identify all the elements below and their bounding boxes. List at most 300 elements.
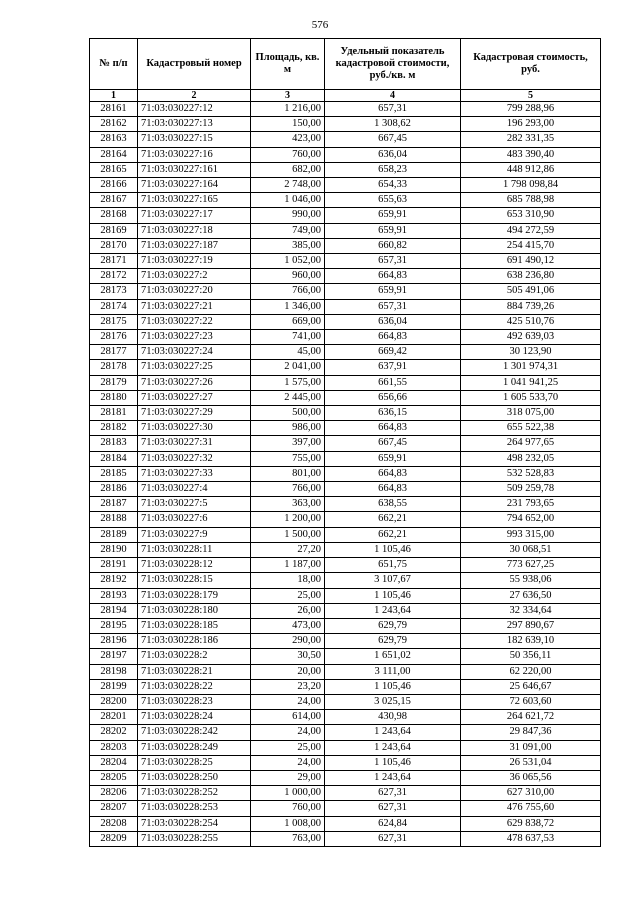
area-cell: 18,00 — [251, 573, 325, 588]
row-number-cell: 28193 — [90, 588, 138, 603]
unit-value-cell: 430,98 — [325, 710, 461, 725]
cadastral-number-cell: 71:03:030227:4 — [138, 482, 251, 497]
table-row — [90, 694, 601, 709]
table-row — [90, 786, 601, 801]
table-row — [90, 634, 601, 649]
table-row — [90, 497, 601, 512]
cadastral-value-cell: 799 288,96 — [461, 102, 601, 117]
area-cell: 23,20 — [251, 679, 325, 694]
row-number-cell: 28208 — [90, 816, 138, 831]
cadastral-value-cell: 31 091,00 — [461, 740, 601, 755]
table-row — [90, 588, 601, 603]
unit-value-cell: 629,79 — [325, 634, 461, 649]
cadastral-number-cell: 71:03:030228:254 — [138, 816, 251, 831]
cadastral-value-cell: 685 788,98 — [461, 193, 601, 208]
area-cell: 682,00 — [251, 162, 325, 177]
cadastral-number-cell: 71:03:030228:185 — [138, 618, 251, 633]
area-cell: 1 187,00 — [251, 558, 325, 573]
unit-value-cell: 664,83 — [325, 269, 461, 284]
table-row — [90, 223, 601, 238]
cadastral-value-cell: 32 334,64 — [461, 603, 601, 618]
cadastral-number-cell: 71:03:030228:23 — [138, 694, 251, 709]
cadastral-value-cell: 691 490,12 — [461, 254, 601, 269]
table-row — [90, 603, 601, 618]
cadastral-value-cell: 448 912,86 — [461, 162, 601, 177]
cadastral-value-cell: 62 220,00 — [461, 664, 601, 679]
cadastral-value-cell: 254 415,70 — [461, 238, 601, 253]
unit-value-cell: 1 105,46 — [325, 588, 461, 603]
cadastral-number-cell: 71:03:030227:20 — [138, 284, 251, 299]
table-row — [90, 193, 601, 208]
row-number-cell: 28204 — [90, 755, 138, 770]
cadastral-number-cell: 71:03:030228:250 — [138, 770, 251, 785]
unit-value-cell: 657,31 — [325, 254, 461, 269]
cadastral-value-cell: 27 636,50 — [461, 588, 601, 603]
cadastral-number-cell: 71:03:030227:26 — [138, 375, 251, 390]
cadastral-value-cell: 36 065,56 — [461, 770, 601, 785]
row-number-cell: 28200 — [90, 694, 138, 709]
cadastral-number-cell: 71:03:030227:24 — [138, 345, 251, 360]
area-cell: 363,00 — [251, 497, 325, 512]
cadastral-value-cell: 492 639,03 — [461, 330, 601, 345]
unit-value-cell: 667,45 — [325, 436, 461, 451]
area-cell: 25,00 — [251, 740, 325, 755]
cadastral-number-cell: 71:03:030228:15 — [138, 573, 251, 588]
unit-value-cell: 657,31 — [325, 102, 461, 117]
area-cell: 763,00 — [251, 831, 325, 846]
cadastral-value-cell: 1 605 533,70 — [461, 390, 601, 405]
table-row — [90, 770, 601, 785]
area-cell: 1 200,00 — [251, 512, 325, 527]
header-number: № п/п — [90, 39, 138, 90]
row-number-cell: 28187 — [90, 497, 138, 512]
unit-value-cell: 1 105,46 — [325, 755, 461, 770]
area-cell: 24,00 — [251, 694, 325, 709]
table-row — [90, 254, 601, 269]
row-number-cell: 28206 — [90, 786, 138, 801]
cadastral-value-cell: 993 315,00 — [461, 527, 601, 542]
cadastral-number-cell: 71:03:030228:249 — [138, 740, 251, 755]
row-number-cell: 28191 — [90, 558, 138, 573]
row-number-cell: 28203 — [90, 740, 138, 755]
area-cell: 25,00 — [251, 588, 325, 603]
table-row — [90, 117, 601, 132]
area-cell: 760,00 — [251, 801, 325, 816]
cadastral-value-cell: 627 310,00 — [461, 786, 601, 801]
column-number-row — [90, 90, 601, 102]
area-cell: 385,00 — [251, 238, 325, 253]
area-cell: 29,00 — [251, 770, 325, 785]
cadastral-value-cell: 30 068,51 — [461, 542, 601, 557]
cadastral-value-cell: 29 847,36 — [461, 725, 601, 740]
cadastral-value-cell: 653 310,90 — [461, 208, 601, 223]
area-cell: 760,00 — [251, 147, 325, 162]
area-cell: 24,00 — [251, 755, 325, 770]
unit-value-cell: 655,63 — [325, 193, 461, 208]
cadastral-number-cell: 71:03:030228:21 — [138, 664, 251, 679]
row-number-cell: 28209 — [90, 831, 138, 846]
area-cell: 1 008,00 — [251, 816, 325, 831]
row-number-cell: 28163 — [90, 132, 138, 147]
unit-value-cell: 1 243,64 — [325, 603, 461, 618]
row-number-cell: 28178 — [90, 360, 138, 375]
area-cell: 30,50 — [251, 649, 325, 664]
row-number-cell: 28188 — [90, 512, 138, 527]
area-cell: 614,00 — [251, 710, 325, 725]
unit-value-cell: 636,15 — [325, 406, 461, 421]
unit-value-cell: 659,91 — [325, 284, 461, 299]
row-number-cell: 28195 — [90, 618, 138, 633]
cadastral-number-cell: 71:03:030228:186 — [138, 634, 251, 649]
unit-value-cell: 1 105,46 — [325, 542, 461, 557]
cadastral-number-cell: 71:03:030228:25 — [138, 755, 251, 770]
unit-value-cell: 636,04 — [325, 147, 461, 162]
cadastral-number-cell: 71:03:030227:2 — [138, 269, 251, 284]
cadastral-number-cell: 71:03:030228:2 — [138, 649, 251, 664]
header-cadastral-value: Кадастровая стоимость, руб. — [461, 39, 601, 90]
row-number-cell: 28184 — [90, 451, 138, 466]
table-row — [90, 542, 601, 557]
cadastral-number-cell: 71:03:030228:242 — [138, 725, 251, 740]
area-cell: 423,00 — [251, 132, 325, 147]
row-number-cell: 28190 — [90, 542, 138, 557]
row-number-cell: 28185 — [90, 466, 138, 481]
cadastral-number-cell: 71:03:030228:24 — [138, 710, 251, 725]
unit-value-cell: 3 025,15 — [325, 694, 461, 709]
unit-value-cell: 664,83 — [325, 466, 461, 481]
cadastral-number-cell: 71:03:030227:16 — [138, 147, 251, 162]
area-cell: 766,00 — [251, 482, 325, 497]
table-row — [90, 816, 601, 831]
row-number-cell: 28205 — [90, 770, 138, 785]
area-cell: 1 000,00 — [251, 786, 325, 801]
cadastral-value-cell: 532 528,83 — [461, 466, 601, 481]
cadastral-value-cell: 509 259,78 — [461, 482, 601, 497]
row-number-cell: 28202 — [90, 725, 138, 740]
cadastral-number-cell: 71:03:030227:27 — [138, 390, 251, 405]
unit-value-cell: 1 243,64 — [325, 770, 461, 785]
unit-value-cell: 3 111,00 — [325, 664, 461, 679]
table-row — [90, 406, 601, 421]
table-row — [90, 618, 601, 633]
area-cell: 990,00 — [251, 208, 325, 223]
cadastral-value-cell: 25 646,67 — [461, 679, 601, 694]
unit-value-cell: 1 651,02 — [325, 649, 461, 664]
unit-value-cell: 624,84 — [325, 816, 461, 831]
cadastral-number-cell: 71:03:030228:180 — [138, 603, 251, 618]
cadastral-value-cell: 884 739,26 — [461, 299, 601, 314]
unit-value-cell: 664,83 — [325, 330, 461, 345]
cadastral-number-cell: 71:03:030228:11 — [138, 542, 251, 557]
area-cell: 755,00 — [251, 451, 325, 466]
cadastral-number-cell: 71:03:030228:255 — [138, 831, 251, 846]
cadastral-value-cell: 55 938,06 — [461, 573, 601, 588]
area-cell: 290,00 — [251, 634, 325, 649]
cadastral-value-cell: 655 522,38 — [461, 421, 601, 436]
cadastral-value-cell: 498 232,05 — [461, 451, 601, 466]
table-row — [90, 147, 601, 162]
unit-value-cell: 657,31 — [325, 299, 461, 314]
header-area: Площадь, кв. м — [251, 39, 325, 90]
area-cell: 1 575,00 — [251, 375, 325, 390]
cadastral-number-cell: 71:03:030227:32 — [138, 451, 251, 466]
row-number-cell: 28180 — [90, 390, 138, 405]
cadastral-value-cell: 1 798 098,84 — [461, 178, 601, 193]
cadastral-value-cell: 318 075,00 — [461, 406, 601, 421]
unit-value-cell: 656,66 — [325, 390, 461, 405]
row-number-cell: 28189 — [90, 527, 138, 542]
row-number-cell: 28172 — [90, 269, 138, 284]
table-row — [90, 679, 601, 694]
area-cell: 1 500,00 — [251, 527, 325, 542]
unit-value-cell: 667,45 — [325, 132, 461, 147]
cadastral-value-cell: 773 627,25 — [461, 558, 601, 573]
row-number-cell: 28207 — [90, 801, 138, 816]
cadastral-number-cell: 71:03:030227:22 — [138, 314, 251, 329]
cadastral-value-cell: 50 356,11 — [461, 649, 601, 664]
cadastral-value-cell: 182 639,10 — [461, 634, 601, 649]
row-number-cell: 28164 — [90, 147, 138, 162]
area-cell: 1 216,00 — [251, 102, 325, 117]
unit-value-cell: 636,04 — [325, 314, 461, 329]
table-row — [90, 375, 601, 390]
area-cell: 45,00 — [251, 345, 325, 360]
cadastral-number-cell: 71:03:030227:19 — [138, 254, 251, 269]
column-number: 2 — [138, 90, 251, 102]
cadastral-value-cell: 478 637,53 — [461, 831, 601, 846]
table-row — [90, 482, 601, 497]
table-row — [90, 314, 601, 329]
cadastral-number-cell: 71:03:030228:22 — [138, 679, 251, 694]
cadastral-value-cell: 629 838,72 — [461, 816, 601, 831]
row-number-cell: 28176 — [90, 330, 138, 345]
table-row — [90, 269, 601, 284]
cadastral-number-cell: 71:03:030227:5 — [138, 497, 251, 512]
unit-value-cell: 659,91 — [325, 223, 461, 238]
column-number: 1 — [90, 90, 138, 102]
unit-value-cell: 669,42 — [325, 345, 461, 360]
area-cell: 766,00 — [251, 284, 325, 299]
row-number-cell: 28197 — [90, 649, 138, 664]
table-row — [90, 345, 601, 360]
row-number-cell: 28166 — [90, 178, 138, 193]
unit-value-cell: 627,31 — [325, 831, 461, 846]
unit-value-cell: 664,83 — [325, 482, 461, 497]
table-row — [90, 725, 601, 740]
table-row — [90, 132, 601, 147]
cadastral-number-cell: 71:03:030227:9 — [138, 527, 251, 542]
unit-value-cell: 658,23 — [325, 162, 461, 177]
row-number-cell: 28169 — [90, 223, 138, 238]
area-cell: 741,00 — [251, 330, 325, 345]
unit-value-cell: 629,79 — [325, 618, 461, 633]
area-cell: 2 445,00 — [251, 390, 325, 405]
table-row — [90, 664, 601, 679]
cadastral-value-cell: 196 293,00 — [461, 117, 601, 132]
area-cell: 1 046,00 — [251, 193, 325, 208]
table-row — [90, 755, 601, 770]
row-number-cell: 28194 — [90, 603, 138, 618]
cadastral-number-cell: 71:03:030227:13 — [138, 117, 251, 132]
area-cell: 1 346,00 — [251, 299, 325, 314]
row-number-cell: 28162 — [90, 117, 138, 132]
column-number: 4 — [325, 90, 461, 102]
table-row — [90, 299, 601, 314]
cadastral-value-cell: 483 390,40 — [461, 147, 601, 162]
table-row — [90, 390, 601, 405]
cadastral-value-cell: 297 890,67 — [461, 618, 601, 633]
area-cell: 986,00 — [251, 421, 325, 436]
cadastral-value-cell: 425 510,76 — [461, 314, 601, 329]
unit-value-cell: 662,21 — [325, 512, 461, 527]
area-cell: 500,00 — [251, 406, 325, 421]
table-row — [90, 558, 601, 573]
cadastral-number-cell: 71:03:030227:15 — [138, 132, 251, 147]
table-row — [90, 421, 601, 436]
area-cell: 960,00 — [251, 269, 325, 284]
header-cadastral-number: Кадастровый номер — [138, 39, 251, 90]
cadastral-number-cell: 71:03:030227:31 — [138, 436, 251, 451]
column-number: 5 — [461, 90, 601, 102]
column-number: 3 — [251, 90, 325, 102]
cadastral-value-cell: 1 041 941,25 — [461, 375, 601, 390]
table-row — [90, 527, 601, 542]
row-number-cell: 28182 — [90, 421, 138, 436]
row-number-cell: 28192 — [90, 573, 138, 588]
cadastral-value-cell: 638 236,80 — [461, 269, 601, 284]
unit-value-cell: 659,91 — [325, 208, 461, 223]
table-row — [90, 740, 601, 755]
row-number-cell: 28183 — [90, 436, 138, 451]
area-cell: 2 041,00 — [251, 360, 325, 375]
table-row — [90, 831, 601, 846]
row-number-cell: 28171 — [90, 254, 138, 269]
cadastral-number-cell: 71:03:030227:165 — [138, 193, 251, 208]
row-number-cell: 28174 — [90, 299, 138, 314]
row-number-cell: 28177 — [90, 345, 138, 360]
area-cell: 397,00 — [251, 436, 325, 451]
cadastral-value-cell: 264 621,72 — [461, 710, 601, 725]
cadastral-number-cell: 71:03:030228:253 — [138, 801, 251, 816]
cadastral-value-cell: 505 491,06 — [461, 284, 601, 299]
table-body — [90, 102, 601, 847]
header-unit-value: Удельный показатель кадастровой стоимости, руб./кв. м — [325, 39, 461, 90]
cadastral-value-cell: 264 977,65 — [461, 436, 601, 451]
row-number-cell: 28168 — [90, 208, 138, 223]
table-row — [90, 436, 601, 451]
cadastral-number-cell: 71:03:030228:179 — [138, 588, 251, 603]
cadastral-number-cell: 71:03:030227:33 — [138, 466, 251, 481]
area-cell: 749,00 — [251, 223, 325, 238]
unit-value-cell: 660,82 — [325, 238, 461, 253]
unit-value-cell: 637,91 — [325, 360, 461, 375]
cadastral-number-cell: 71:03:030228:12 — [138, 558, 251, 573]
table-row — [90, 512, 601, 527]
table-row — [90, 649, 601, 664]
table-row — [90, 451, 601, 466]
row-number-cell: 28179 — [90, 375, 138, 390]
row-number-cell: 28198 — [90, 664, 138, 679]
table-row — [90, 360, 601, 375]
cadastral-number-cell: 71:03:030227:17 — [138, 208, 251, 223]
unit-value-cell: 638,55 — [325, 497, 461, 512]
area-cell: 26,00 — [251, 603, 325, 618]
cadastral-number-cell: 71:03:030227:161 — [138, 162, 251, 177]
table-row — [90, 801, 601, 816]
header-row — [90, 39, 601, 90]
table-row — [90, 178, 601, 193]
unit-value-cell: 654,33 — [325, 178, 461, 193]
area-cell: 473,00 — [251, 618, 325, 633]
row-number-cell: 28173 — [90, 284, 138, 299]
row-number-cell: 28161 — [90, 102, 138, 117]
area-cell: 20,00 — [251, 664, 325, 679]
unit-value-cell: 1 105,46 — [325, 679, 461, 694]
row-number-cell: 28175 — [90, 314, 138, 329]
cadastral-number-cell: 71:03:030227:21 — [138, 299, 251, 314]
row-number-cell: 28181 — [90, 406, 138, 421]
unit-value-cell: 659,91 — [325, 451, 461, 466]
cadastral-number-cell: 71:03:030227:6 — [138, 512, 251, 527]
cadastral-number-cell: 71:03:030227:164 — [138, 178, 251, 193]
cadastral-value-cell: 476 755,60 — [461, 801, 601, 816]
unit-value-cell: 1 308,62 — [325, 117, 461, 132]
cadastral-number-cell: 71:03:030228:252 — [138, 786, 251, 801]
cadastral-value-cell: 72 603,60 — [461, 694, 601, 709]
table-row — [90, 710, 601, 725]
row-number-cell: 28170 — [90, 238, 138, 253]
row-number-cell: 28196 — [90, 634, 138, 649]
cadastral-number-cell: 71:03:030227:30 — [138, 421, 251, 436]
cadastral-value-cell: 30 123,90 — [461, 345, 601, 360]
table-row — [90, 284, 601, 299]
unit-value-cell: 661,55 — [325, 375, 461, 390]
area-cell: 27,20 — [251, 542, 325, 557]
table-row — [90, 330, 601, 345]
row-number-cell: 28201 — [90, 710, 138, 725]
cadastral-value-cell: 26 531,04 — [461, 755, 601, 770]
unit-value-cell: 662,21 — [325, 527, 461, 542]
row-number-cell: 28165 — [90, 162, 138, 177]
unit-value-cell: 651,75 — [325, 558, 461, 573]
cadastral-number-cell: 71:03:030227:187 — [138, 238, 251, 253]
row-number-cell: 28186 — [90, 482, 138, 497]
cadastral-number-cell: 71:03:030227:29 — [138, 406, 251, 421]
area-cell: 1 052,00 — [251, 254, 325, 269]
area-cell: 801,00 — [251, 466, 325, 481]
cadastral-value-cell: 494 272,59 — [461, 223, 601, 238]
area-cell: 669,00 — [251, 314, 325, 329]
cadastral-value-cell: 231 793,65 — [461, 497, 601, 512]
unit-value-cell: 627,31 — [325, 801, 461, 816]
unit-value-cell: 1 243,64 — [325, 725, 461, 740]
unit-value-cell: 664,83 — [325, 421, 461, 436]
table-row — [90, 238, 601, 253]
table-row — [90, 208, 601, 223]
row-number-cell: 28167 — [90, 193, 138, 208]
unit-value-cell: 627,31 — [325, 786, 461, 801]
area-cell: 2 748,00 — [251, 178, 325, 193]
cadastral-number-cell: 71:03:030227:25 — [138, 360, 251, 375]
table-row — [90, 162, 601, 177]
area-cell: 24,00 — [251, 725, 325, 740]
cadastral-value-cell: 282 331,35 — [461, 132, 601, 147]
unit-value-cell: 1 243,64 — [325, 740, 461, 755]
page-number: 576 — [311, 19, 329, 31]
cadastral-value-cell: 794 652,00 — [461, 512, 601, 527]
table-row — [90, 466, 601, 481]
cadastral-number-cell: 71:03:030227:18 — [138, 223, 251, 238]
